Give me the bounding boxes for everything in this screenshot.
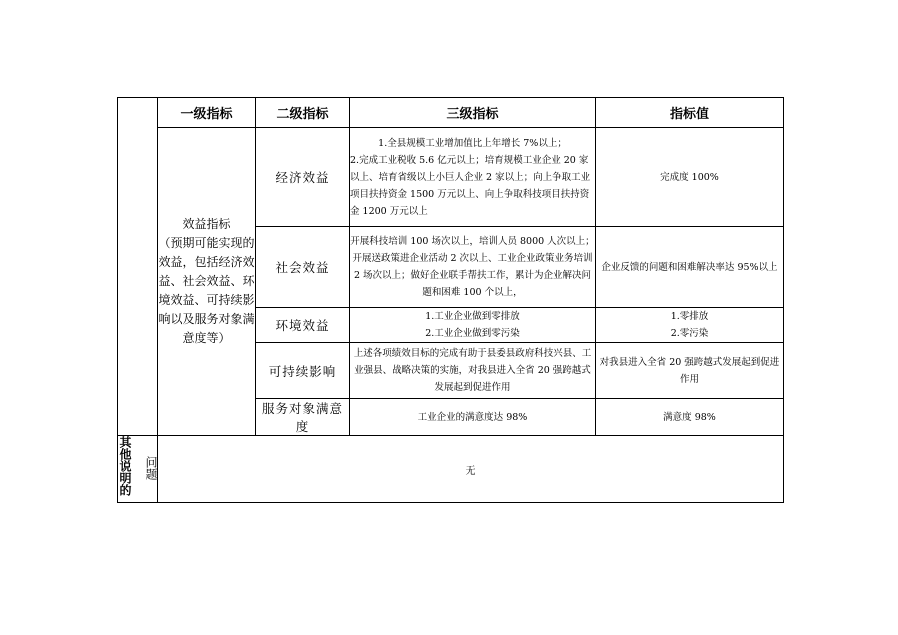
value-satisfaction: 满意度 98%: [596, 399, 784, 436]
other-notes-issue: 问题: [144, 456, 158, 480]
level3-environment-line: 2.工业企业做到零污染: [425, 328, 520, 339]
header-value: 指标值: [596, 98, 784, 128]
other-notes-label: 其他说明的: [118, 436, 132, 496]
level3-environment-line: 1.工业企业做到零排放: [425, 311, 520, 322]
value-economic: 完成度 100%: [596, 128, 784, 227]
benefit-title: 效益指标: [182, 217, 231, 231]
benefit-indicator-cell: [158, 128, 256, 436]
other-notes-label-cell: [118, 436, 158, 503]
level2-environment: 环境效益: [256, 308, 350, 343]
level3-economic: [350, 128, 596, 227]
level2-sustainability: 可持续影响: [256, 343, 350, 399]
value-environment: [596, 308, 784, 343]
level2-satisfaction: 服务对象满意度: [256, 399, 350, 436]
value-environment-line: 1.零排放: [670, 311, 709, 322]
level2-economic: 经济效益: [256, 128, 350, 227]
value-sustainability: 对我县进入全省 20 强跨越式发展起到促进作用: [596, 343, 784, 399]
level3-economic-line: 2.完成工业税收 5.6 亿元以上；培育规模工业企业 20 家以上、培育省级以上小巨人企业 2 家以上；向上争取工业项目扶持资金 1500 万元以上、向上争取科技项目扶持资金 1200 万元以上: [350, 154, 591, 217]
value-social: 企业反馈的问题和困难解决率达 95%以上: [596, 227, 784, 308]
level3-satisfaction: 工业企业的满意度达 98%: [350, 399, 596, 436]
level3-sustainability: 上述各项绩效目标的完成有助于县委县政府科技兴县、工业强县、战略决策的实施，对我县进入全省 20 强跨越式发展起到促进作用: [350, 343, 596, 399]
level3-social: 开展科技培训 100 场次以上，培训人员 8000 人次以上；开展送政策进企业活动 2 次以上、工业企业政策业务培训 2 场次以上；做好企业联手帮扶工作，累计为企业解决问题和困难 100 个以上，: [350, 227, 596, 308]
level3-economic-line: 1.全县规模工业增加值比上年增长 7%以上；: [378, 137, 567, 149]
header-level2: 二级指标: [256, 98, 350, 128]
level2-social: 社会效益: [256, 227, 350, 308]
benefit-desc: （预期可能实现的效益，包括经济效益、社会效益、环境效益、可持续影响以及服务对象满意度等）: [158, 236, 255, 345]
other-notes-content: 无: [158, 436, 784, 503]
level3-environment: [350, 308, 596, 343]
blank-left-cell: [118, 98, 158, 436]
value-environment-line: 2.零污染: [670, 328, 709, 339]
header-level3: 三级指标: [350, 98, 596, 128]
header-level1: 一级指标: [158, 98, 256, 128]
performance-indicator-table: [117, 97, 784, 503]
